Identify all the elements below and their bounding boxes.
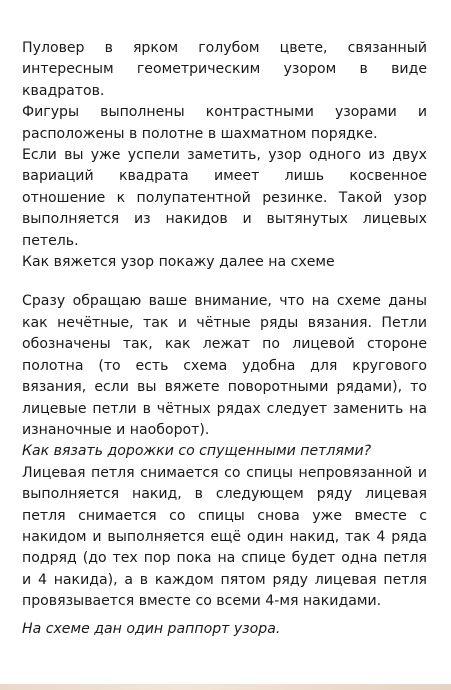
question-heading: Как вязать дорожки со спущенными петлями? — [22, 443, 372, 460]
pattern-paragraph: Если вы уже успели заметить, узор одного из двух вариаций квадрата имеет лишь косвенное отношение к полупатентной резинке. Такой узор выполняется из накидов и вытянутых лицевых петель. — [22, 147, 427, 249]
attention-paragraph: Сразу обращаю ваше внимание, что на схеме даны как нечётные, так и чётные ряды вязания. Петли обозначены так, как лежат по лицевой стороне полотна (то есть схема удобна для кругового вязания, если вы вяжете поворотными рядами), то лицевые петли в чётных рядах следует заменить на изнаночные и наоборот). — [22, 293, 427, 438]
rapport-note: На схеме дан один раппорт узора. — [22, 620, 281, 637]
article-body — [22, 38, 427, 640]
scheme-intro-line: Как вяжется узор покажу далее на схеме — [22, 254, 335, 271]
instructions-paragraph: Лицевая петля снимается со спицы непровязанной и выполняется накид, в следующем ряду лицевая петля снимается со спицы снова уже вместе с накидом и выполняется ещё один накид, так 4 ряда подряд (до тех пор пока на спице будет одна петля и 4 накида), а в каждом пятом ряду лицевая петля провязывается вместе со всеми 4-мя накидами. — [22, 464, 427, 610]
image-edge-strip — [0, 684, 451, 690]
figures-paragraph: Фигуры выполнены контрастными узорами и расположены в полотне в шахматном порядке. — [22, 104, 427, 142]
intro-paragraph: Пуловер в ярком голубом цвете, связанный интересным геометрическим узором в виде квадратов. — [22, 40, 427, 99]
paragraph-gap — [22, 273, 427, 291]
